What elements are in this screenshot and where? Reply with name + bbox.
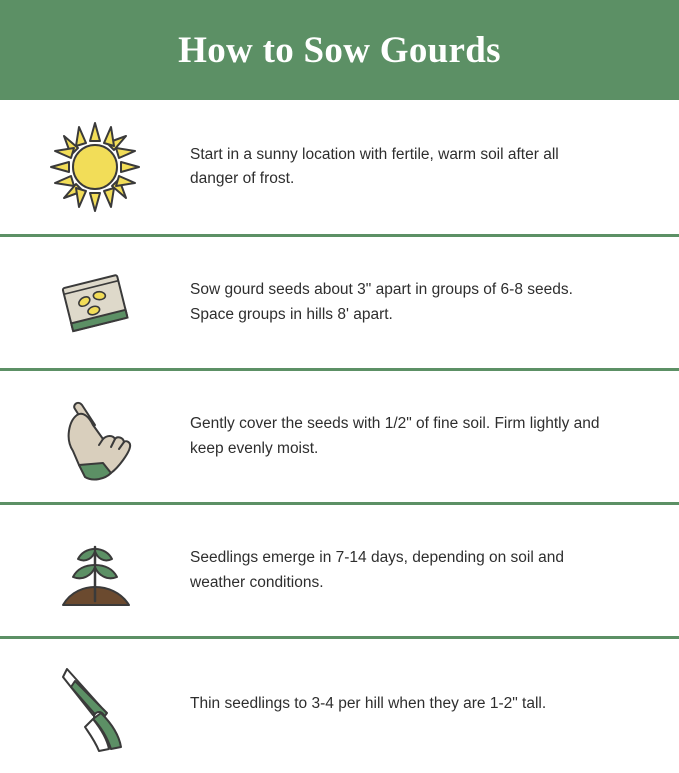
step-description: Start in a sunny location with fertile, warm soil after all danger of frost. bbox=[190, 145, 559, 187]
step-description: Sow gourd seeds about 3" apart in groups of 6-8 seeds. Space groups in hills 8' apart. bbox=[190, 281, 573, 323]
page-title: How to Sow Gourds bbox=[178, 29, 501, 71]
pruning-shears-icon bbox=[45, 655, 145, 755]
step-icon-cell bbox=[0, 521, 190, 621]
sun-icon bbox=[45, 117, 145, 217]
step-description: Thin seedlings to 3-4 per hill when they are 1-2" tall. bbox=[190, 695, 547, 713]
list-item bbox=[0, 100, 679, 234]
steps-list bbox=[0, 100, 679, 770]
list-item bbox=[0, 636, 679, 770]
list-item bbox=[0, 368, 679, 502]
step-icon-cell bbox=[0, 253, 190, 353]
seedling-sprout-icon bbox=[45, 521, 145, 621]
list-item bbox=[0, 234, 679, 368]
header-banner bbox=[0, 0, 679, 100]
step-icon-cell bbox=[0, 387, 190, 487]
step-description: Seedlings emerge in 7-14 days, depending on soil and weather conditions. bbox=[190, 549, 564, 591]
seed-packet-icon bbox=[45, 253, 145, 353]
step-description: Gently cover the seeds with 1/2" of fine soil. Firm lightly and keep evenly moist. bbox=[190, 415, 600, 457]
gardening-gloves-icon bbox=[45, 387, 145, 487]
step-icon-cell bbox=[0, 117, 190, 217]
step-icon-cell bbox=[0, 655, 190, 755]
list-item bbox=[0, 502, 679, 636]
